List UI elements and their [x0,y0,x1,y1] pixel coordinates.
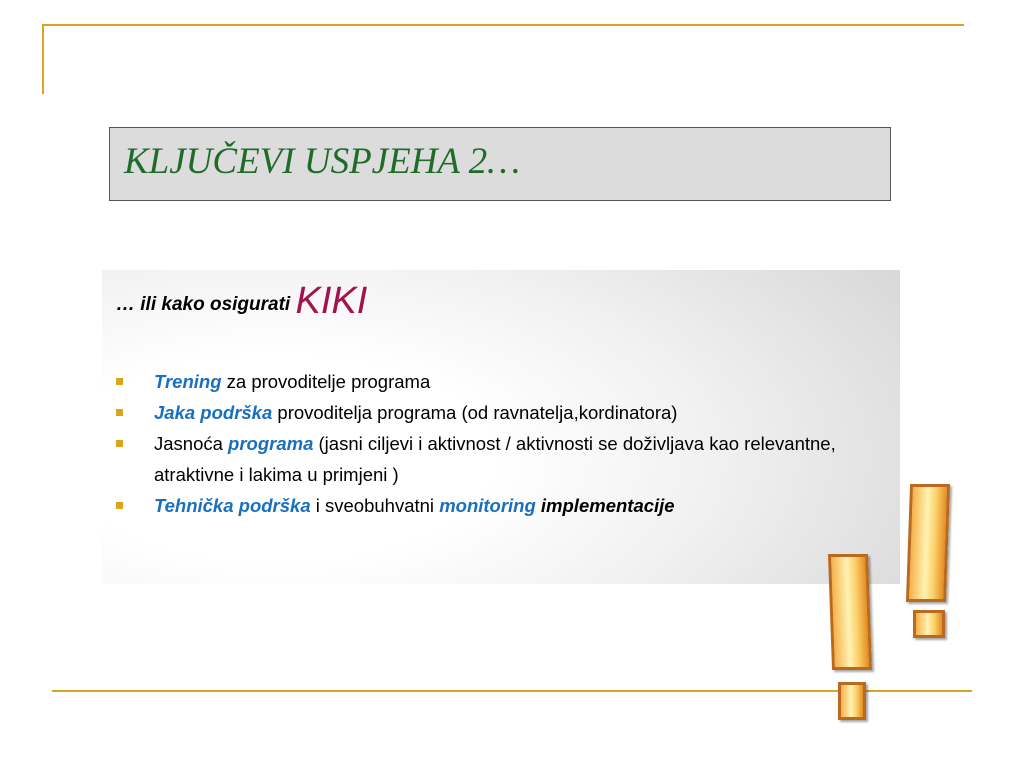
bullet-text-part: provoditelja programa (od ravnatelja,kordinatora) [272,402,678,423]
left-rule [42,24,44,94]
exclamation-icon [830,554,872,728]
bullet-text-part: Trening [154,371,222,392]
bullet-text-part: Jasnoća [154,433,229,454]
slide-title: KLJUČEVI USPJEHA 2… [124,141,520,182]
intro-highlight: KIKI [295,280,368,322]
intro-line [116,280,367,323]
bullet-text-part: (jasni ciljevi i aktivnost / aktivnosti se doživljava kao relevantne, atraktivne i lakima u primjeni ) [154,433,836,485]
exclamation-icon [908,484,950,654]
bullet-item [116,490,896,521]
top-rule [42,24,964,26]
title-box [109,127,891,201]
bullet-item [116,428,896,490]
bullet-item [116,366,896,397]
bullet-list [116,366,896,521]
bullet-square-icon [116,378,123,385]
bullet-text-part: monitoring [439,495,536,516]
bullet-text-part: Tehnička podrška [154,495,311,516]
content-panel [102,270,900,584]
bullet-text-part: za provoditelje programa [221,371,431,392]
bullet-text-part: implementacije [540,495,675,516]
bullet-item [116,397,896,428]
bullet-square-icon [116,502,123,509]
intro-prefix: … ili kako osigurati [116,294,296,315]
bullet-text-part: programa [228,433,314,454]
bullet-text-part: i sveobuhvatni [310,495,440,516]
bullet-square-icon [116,440,123,447]
bullet-text-part: Jaka podrška [154,402,273,423]
bullet-square-icon [116,409,123,416]
